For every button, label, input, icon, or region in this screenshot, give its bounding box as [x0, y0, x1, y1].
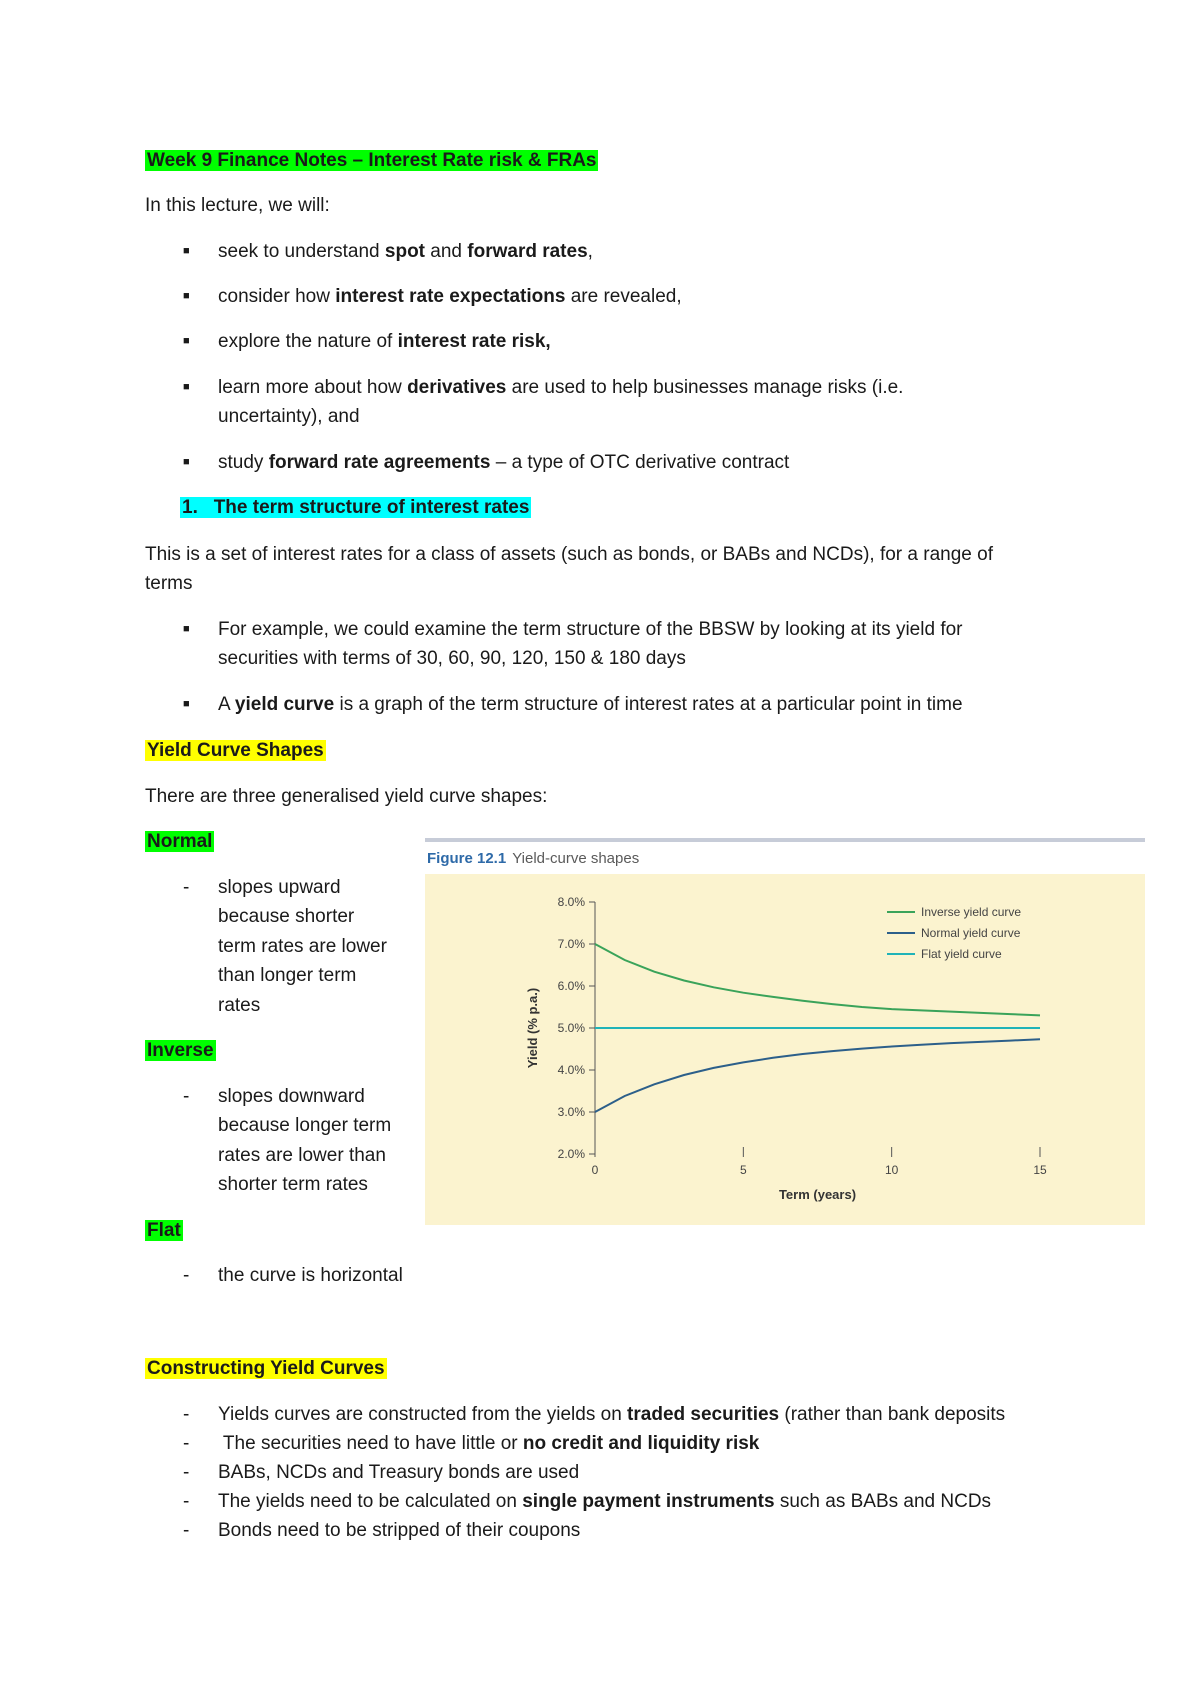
list-item-continuation: securities with terms of 30, 60, 90, 120, 150 & 180 days	[218, 648, 686, 669]
flat-desc-line: the curve is horizontal	[218, 1265, 403, 1286]
inverse-desc-line: because longer term	[218, 1115, 392, 1136]
y-tick-label: 5.0%	[557, 1021, 585, 1035]
y-tick-label: 6.0%	[557, 979, 585, 993]
list-item: learn more about how derivatives are used to help businesses manage risks (i.e.	[218, 377, 904, 398]
x-axis-label: Term (years)	[778, 1187, 857, 1202]
section-heading: 1. The term structure of interest rates	[182, 497, 530, 518]
bullet-icon: ■	[183, 698, 190, 710]
x-tick-label: 10	[884, 1163, 899, 1177]
inverse-label: Inverse	[147, 1040, 214, 1061]
list-item: Yields curves are constructed from the yields on traded securities (rather than bank deposits	[218, 1404, 1006, 1425]
dash-marker: -	[183, 1462, 190, 1483]
normal-desc-line: rates	[218, 995, 261, 1016]
list-item: BABs, NCDs and Treasury bonds are used	[218, 1462, 580, 1483]
subsection-heading: Yield Curve Shapes	[147, 740, 324, 761]
list-item: Bonds need to be stripped of their coupons	[218, 1520, 581, 1541]
inverse-desc-line: rates are lower than	[218, 1145, 386, 1166]
x-tick-label: 0	[591, 1163, 599, 1177]
bullet-icon: ■	[183, 456, 190, 468]
dash-marker: -	[183, 877, 190, 898]
bullet-icon: ■	[183, 335, 190, 347]
list-item: explore the nature of interest rate risk,	[218, 331, 551, 352]
y-axis-label: Yield (% p.a.)	[525, 987, 540, 1069]
chart-panel	[425, 874, 1145, 1225]
list-item: The securities need to have little or no credit and liquidity risk	[218, 1433, 760, 1454]
list-item-continuation: uncertainty), and	[218, 406, 360, 427]
list-item: study forward rate agreements – a type of OTC derivative contract	[218, 452, 790, 473]
yield-curve-chart	[425, 874, 1145, 1225]
list-item: consider how interest rate expectations are revealed,	[218, 286, 682, 307]
shapes-intro: There are three generalised yield curve shapes:	[145, 786, 548, 807]
normal-label: Normal	[147, 831, 213, 852]
y-tick-label: 7.0%	[557, 937, 585, 951]
subsection-heading: Constructing Yield Curves	[147, 1358, 385, 1379]
dash-marker: -	[183, 1265, 190, 1286]
bullet-icon: ■	[183, 245, 190, 257]
bullet-icon: ■	[183, 623, 190, 635]
section-paragraph-line: This is a set of interest rates for a class of assets (such as bonds, or BABs and NCDs), for a range of	[145, 544, 993, 565]
legend-label: Normal yield curve	[921, 926, 1021, 940]
legend-label: Flat yield curve	[921, 947, 1002, 961]
yield-curve-figure	[425, 838, 1145, 1225]
normal-desc-line: term rates are lower	[218, 936, 387, 957]
legend-label: Inverse yield curve	[921, 905, 1022, 919]
figure-rule	[425, 838, 1145, 842]
bullet-icon: ■	[183, 290, 190, 302]
flat-label: Flat	[147, 1220, 181, 1241]
list-item: seek to understand spot and forward rates,	[218, 241, 593, 262]
normal-desc-line: because shorter	[218, 906, 355, 927]
normal-desc-line: slopes upward	[218, 877, 341, 898]
list-item: For example, we could examine the term structure of the BBSW by looking at its yield for	[218, 619, 963, 640]
series-line	[595, 1039, 1040, 1112]
y-tick-label: 3.0%	[557, 1105, 585, 1119]
normal-desc-line: than longer term	[218, 965, 357, 986]
figure-caption: Figure 12.1 Yield-curve shapes	[427, 850, 640, 867]
x-tick-label: 5	[739, 1163, 747, 1177]
dash-marker: -	[183, 1086, 190, 1107]
dash-marker: -	[183, 1520, 190, 1541]
document-title: Week 9 Finance Notes – Interest Rate risk & FRAs	[147, 150, 597, 171]
intro-text: In this lecture, we will:	[145, 195, 330, 216]
y-tick-label: 8.0%	[557, 895, 585, 909]
y-tick-label: 4.0%	[557, 1063, 585, 1077]
x-tick-label: 15	[1033, 1163, 1047, 1177]
list-item: The yields need to be calculated on single payment instruments such as BABs and NCDs	[218, 1491, 992, 1512]
section-paragraph-line: terms	[145, 573, 193, 594]
dash-marker: -	[183, 1404, 190, 1425]
dash-marker: -	[183, 1491, 190, 1512]
list-item: A yield curve is a graph of the term structure of interest rates at a particular point in time	[218, 694, 963, 715]
inverse-desc-line: shorter term rates	[218, 1174, 368, 1195]
bullet-icon: ■	[183, 381, 190, 393]
inverse-desc-line: slopes downward	[218, 1086, 365, 1107]
dash-marker: -	[183, 1433, 190, 1454]
y-tick-label: 2.0%	[557, 1147, 585, 1161]
